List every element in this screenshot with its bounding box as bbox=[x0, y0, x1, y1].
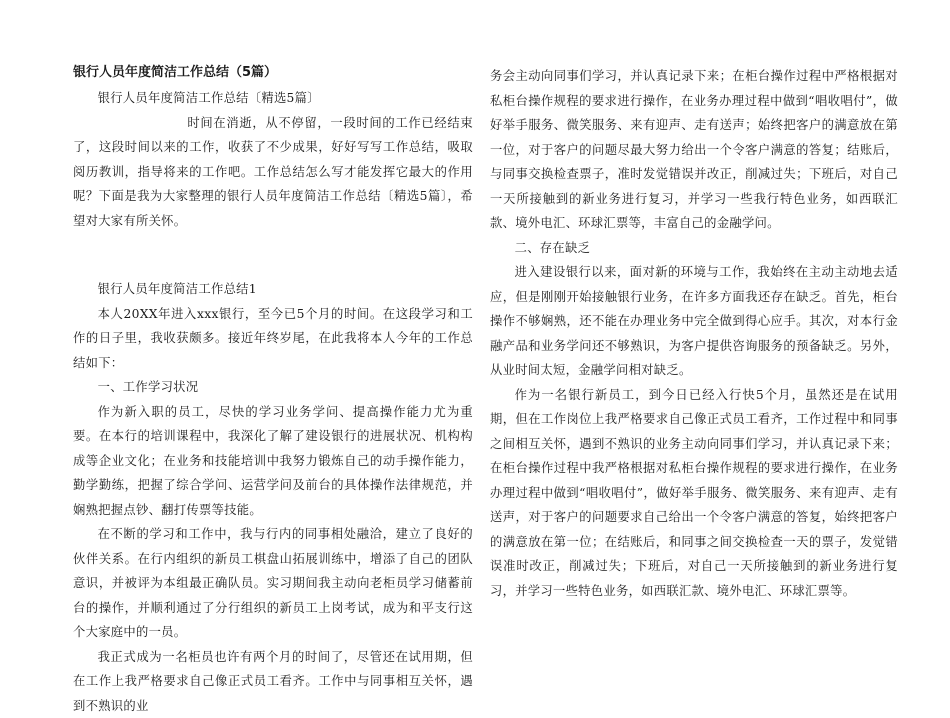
heading-work-study: 一、工作学习状况 bbox=[73, 375, 473, 400]
paragraph-3: 在不断的学习和工作中，我与行内的同事相处融洽，建立了良好的伙伴关系。在行内组织的新员工棋盘山拓展训练中，增添了自己的团队意识，并被评为本组最正确队员。实习期间我主动向老柜员学习储蓄前台的操作，并顺利通过了分行组织的新员工上岗考试，成为和平支行这个大家庭中的一员。 bbox=[73, 522, 473, 645]
section-title: 银行人员年度简洁工作总结1 bbox=[73, 277, 473, 302]
intro-paragraph: 时间在消逝，从不停留，一段时间的工作已经结束了，这段时间以来的工作，收获了不少成果，好好写写工作总结，吸取阅历教训，指导将来的工作吧。工作总结怎么写才能发挥它最大的作用呢？下面是我为大家整理的银行人员年度简洁工作总结〔精选5篇〕，希望对大家有所关怀。 bbox=[73, 111, 473, 234]
spacer bbox=[73, 257, 473, 277]
paragraph-7: 作为一名银行新员工，到今日已经入行快5个月，虽然还是在试用期，但在工作岗位上我严格要求自己像正式员工看齐，工作过程中和同事之间相互关怀，遇到不熟识的业务主动向同事们学习，并认真记录下来；在柜台操作过程中我严格根据对私柜台操作规程的要求进行操作，在业务办理过程中做到“唱收唱付”，做好举手服务、微笑服务、来有迎声、走有送声，对于客户的问题要求自己给出一个令客户满意的答复，始终把客户的满意放在第一位；在结账后，和同事之间交换检查一天的票子，发觉错误准时改正，削减过失；下班后，对自己一天所接触到的新业务进行复习，并学习一些特色业务，如西联汇款、境外电汇、环球汇票等。 bbox=[490, 383, 898, 604]
paragraph-5: 务会主动向同事们学习，并认真记录下来；在柜台操作过程中严格根据对私柜台操作规程的要求进行操作，在业务办理过程中做到“唱收唱付”，做好举手服务、微笑服务、来有迎声、走有送声；始终把客户的满意放在第一位，对于客户的问题尽最大努力给出一个令客户满意的答复；结账后，与同事交换检查票子，准时发觉错误并改正，削减过失；下班后，对自己一天所接触到的新业务进行复习，并学习一些我行特色业务，如西联汇款、境外电汇、环球汇票等，丰富自己的金融学问。 bbox=[490, 64, 898, 236]
right-column bbox=[490, 64, 898, 603]
paragraph-1: 本人20XX年进入xxx银行，至今已5个月的时间。在这段学习和工作的日子里，我收获颇多。接近年终岁尾，在此我将本人今年的工作总结如下： bbox=[73, 302, 473, 376]
paragraph-2: 作为新入职的员工，尽快的学习业务学问、提高操作能力尤为重要。在本行的培训课程中，我深化了解了建设银行的进展状况、机构构成等企业文化；在业务和技能培训中我努力锻炼自己的动手操作能力，勤学勤练，把握了综合学问、运营学问及前台的具体操作法律规范，并娴熟把握点钞、翻打传票等技能。 bbox=[73, 400, 473, 523]
document-title: 银行人员年度简洁工作总结（5篇） bbox=[73, 62, 473, 84]
spacer bbox=[73, 233, 473, 257]
document-subtitle: 银行人员年度简洁工作总结〔精选5篇〕 bbox=[73, 86, 473, 111]
paragraph-4: 我正式成为一名柜员也许有两个月的时间了，尽管还在试用期，但在工作上我严格要求自己像正式员工看齐。工作中与同事相互关怀，遇到不熟识的业 bbox=[73, 645, 473, 718]
left-column bbox=[73, 62, 473, 718]
paragraph-6: 进入建设银行以来，面对新的环境与工作，我始终在主动主动地去适应，但是刚刚开始接触银行业务，在许多方面我还存在缺乏。首先，柜台操作不够娴熟，还不能在办理业务中完全做到得心应手。其次，对本行金融产品和业务学问还不够熟识，为客户提供咨询服务的预备缺乏。另外，从业时间太短，金融学问相对缺乏。 bbox=[490, 260, 898, 383]
heading-shortcomings: 二、存在缺乏 bbox=[490, 236, 898, 261]
